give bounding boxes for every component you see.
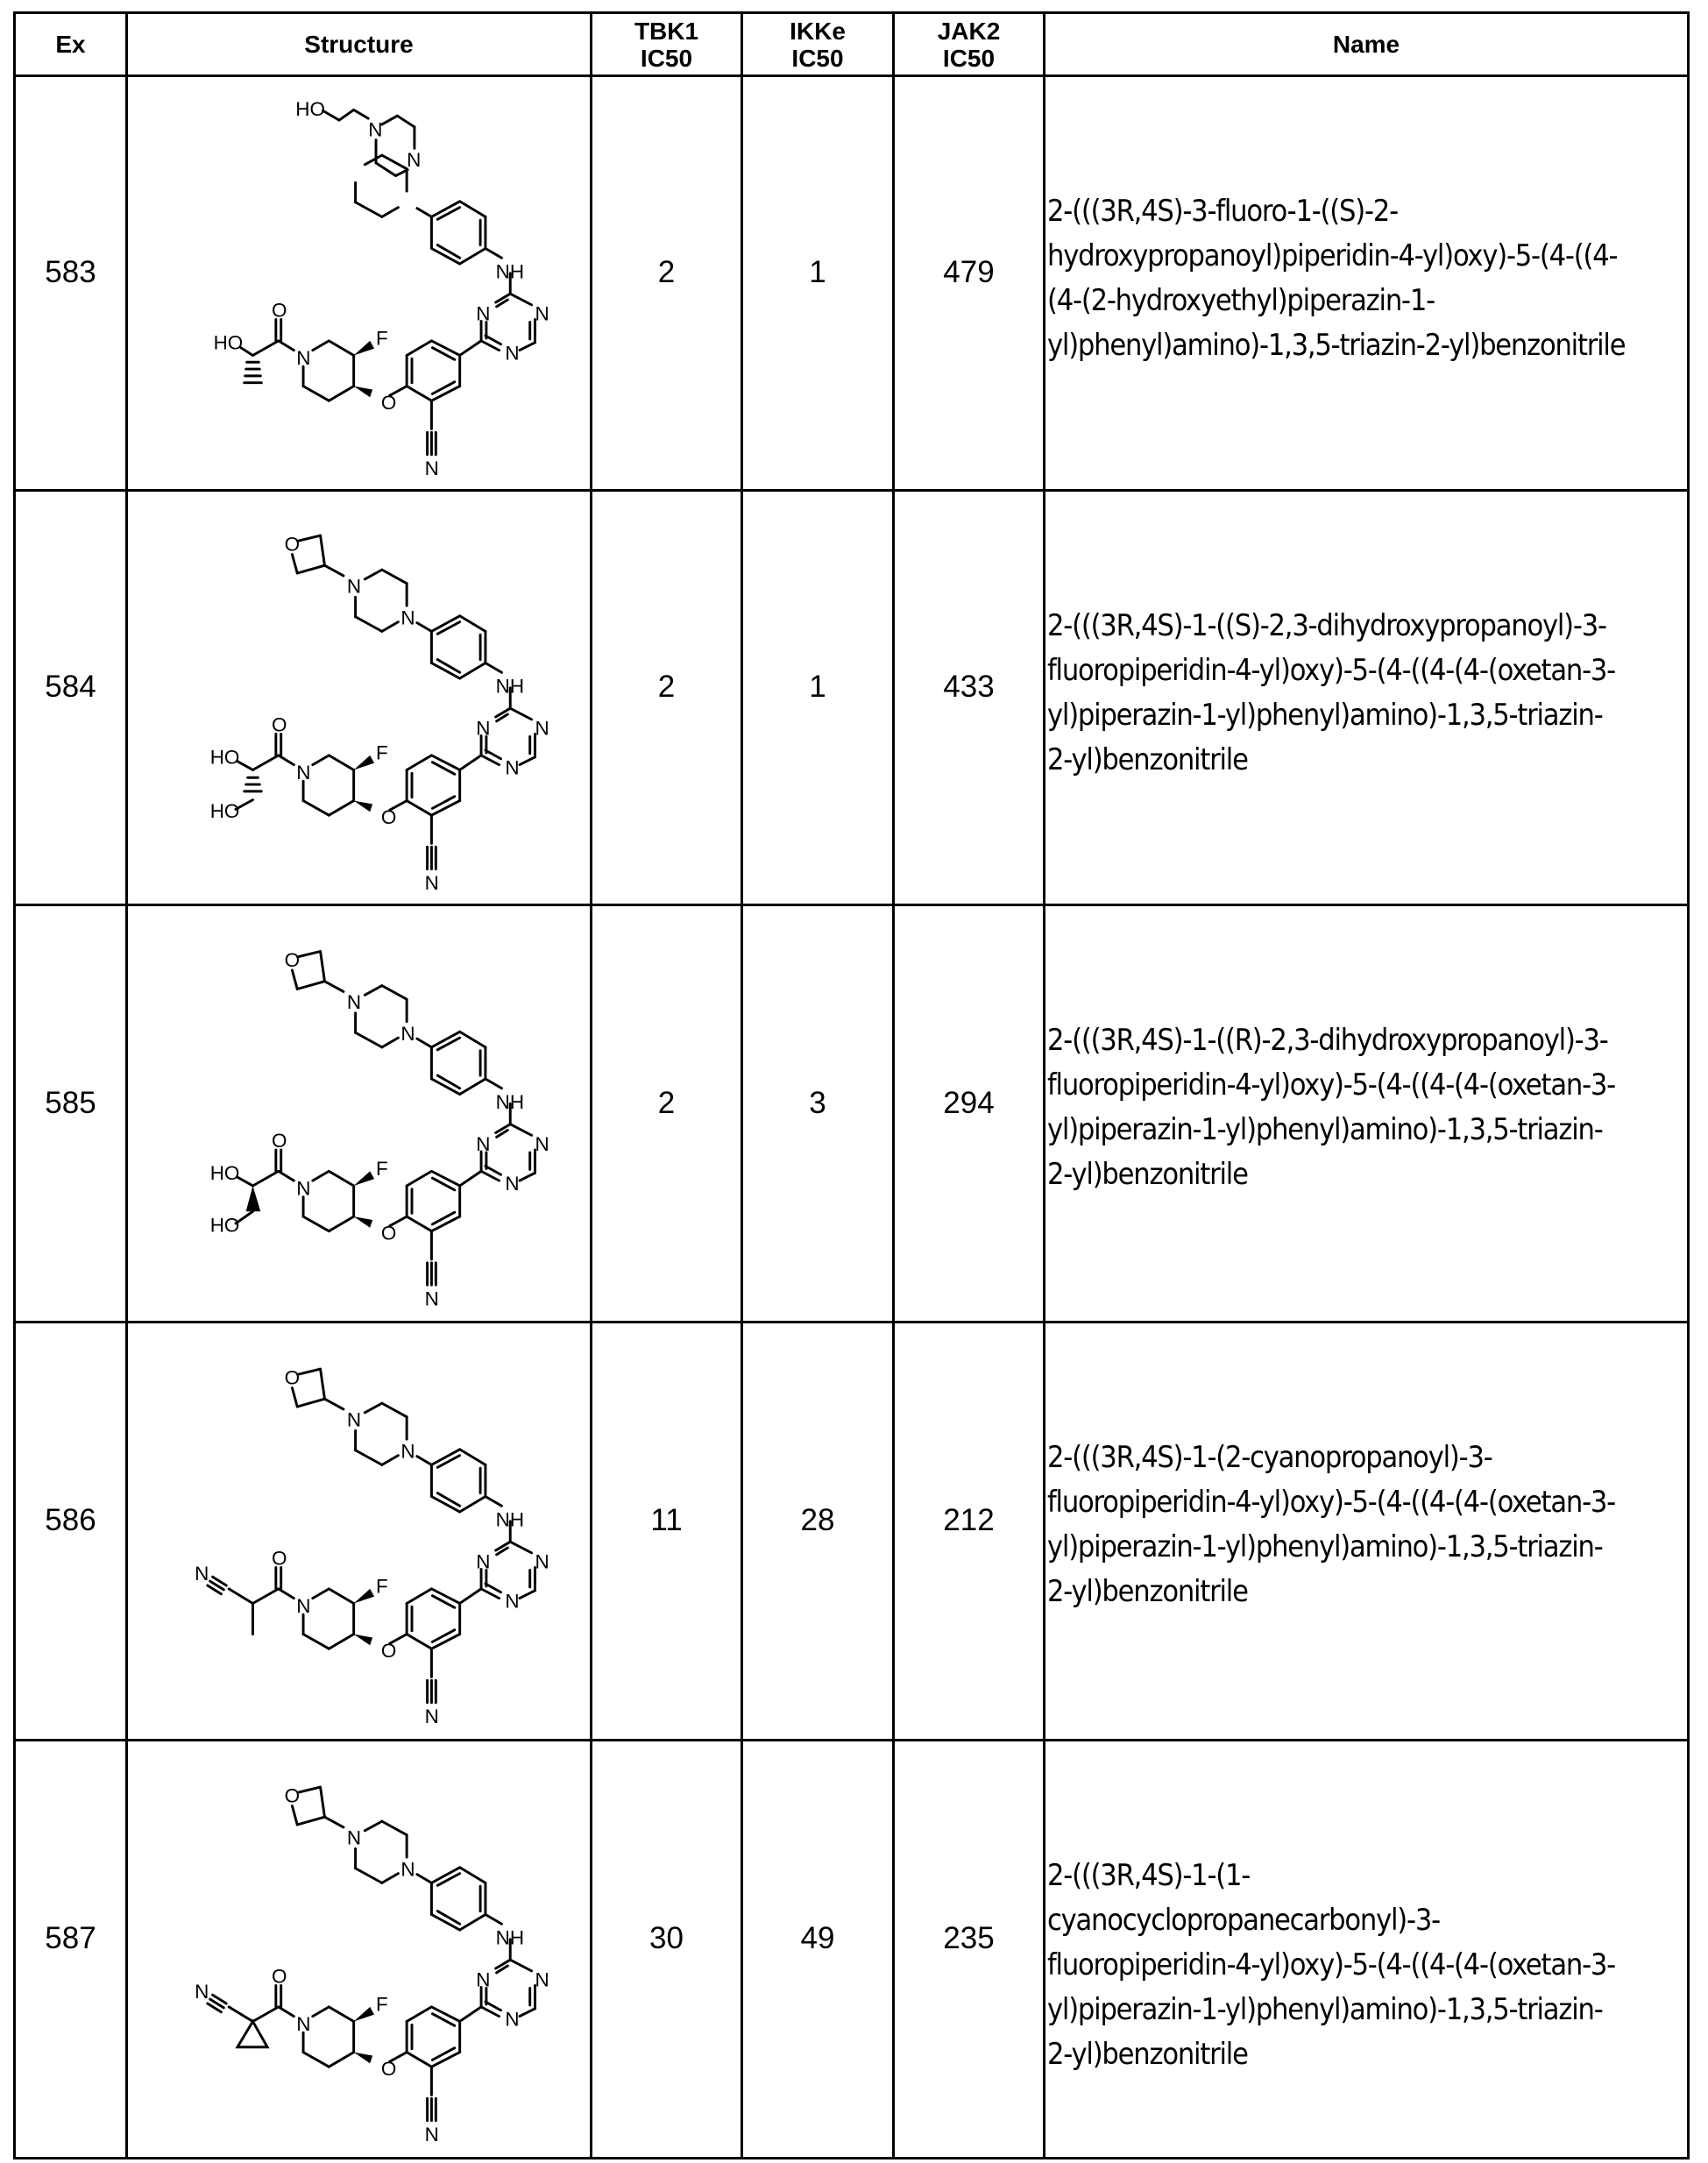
header-tbk1-ic50: TBK1 IC50 — [592, 13, 742, 76]
svg-text:N: N — [505, 1590, 520, 1613]
svg-text:N: N — [195, 1563, 209, 1585]
svg-text:O: O — [380, 1222, 397, 1245]
svg-text:O: O — [271, 1130, 287, 1152]
svg-text:NH: NH — [495, 1091, 525, 1114]
chemical-structure-image — [128, 906, 590, 1321]
table-row — [15, 491, 1689, 905]
data-table — [13, 11, 1690, 2159]
svg-text:N: N — [296, 762, 311, 784]
svg-text:O: O — [380, 2057, 397, 2080]
svg-text:O: O — [284, 1366, 301, 1389]
tbk1-ic50-cell: 2 — [592, 76, 742, 491]
svg-text:O: O — [380, 1639, 397, 1662]
svg-text:NH: NH — [495, 1508, 525, 1531]
svg-text:N: N — [368, 118, 383, 141]
svg-text:NH: NH — [495, 1926, 525, 1949]
svg-text:N: N — [296, 2013, 311, 2036]
svg-text:HO: HO — [209, 1214, 240, 1237]
table-row — [15, 1323, 1689, 1741]
svg-text:N: N — [407, 148, 422, 171]
svg-text:N: N — [476, 1968, 491, 1991]
chemical-structure-image — [128, 492, 590, 904]
ikke-ic50-cell: 28 — [742, 1323, 894, 1741]
svg-text:N: N — [400, 1858, 415, 1881]
tbk1-ic50-cell: 11 — [592, 1323, 742, 1741]
jak2-ic50-cell: 294 — [894, 905, 1045, 1323]
ikke-ic50-cell: 1 — [742, 76, 894, 491]
svg-text:N: N — [476, 1132, 491, 1155]
svg-text:NH: NH — [495, 675, 525, 698]
jak2-ic50-cell: 212 — [894, 1323, 1045, 1741]
svg-text:HO: HO — [213, 331, 244, 354]
table-row — [15, 76, 1689, 491]
svg-text:N: N — [195, 1981, 209, 2003]
svg-text:O: O — [380, 391, 397, 414]
svg-text:O: O — [284, 949, 301, 972]
header-ikke-ic50: IKKe IC50 — [742, 13, 894, 76]
svg-text:O: O — [284, 533, 301, 556]
header-structure: Structure — [127, 13, 592, 76]
svg-text:N: N — [505, 342, 520, 365]
svg-text:N: N — [346, 1826, 362, 1849]
svg-text:NH: NH — [495, 260, 525, 283]
tbk1-ic50-cell: 2 — [592, 905, 742, 1323]
svg-text:F: F — [376, 1575, 388, 1598]
svg-text:N: N — [535, 1132, 549, 1155]
svg-text:F: F — [376, 741, 388, 764]
svg-text:HO: HO — [295, 98, 325, 121]
svg-text:N: N — [296, 1595, 311, 1618]
svg-text:O: O — [271, 713, 287, 736]
svg-text:O: O — [284, 1784, 301, 1807]
svg-text:O: O — [271, 1965, 287, 1988]
svg-text:N: N — [505, 2008, 520, 2031]
name-cell: 2-(((3R,4S)-1-((R)-2,3-dihydroxypropanoyl)-3-fluoropiperidin-4-yl)oxy)-5-(4-((4-(4-(oxetan-3-yl)piperazin-1-yl)phenyl)amino)-1,3,5-triazin-2-yl)benzonitrile — [1045, 905, 1689, 1323]
jak2-ic50-cell: 479 — [894, 76, 1045, 491]
svg-text:N: N — [346, 1408, 362, 1431]
svg-text:O: O — [380, 805, 397, 828]
svg-text:N: N — [505, 1172, 520, 1195]
table-row — [15, 1741, 1689, 2159]
svg-text:HO: HO — [209, 1162, 240, 1185]
ex-cell: 585 — [15, 905, 127, 1323]
svg-text:N: N — [535, 717, 549, 740]
ikke-ic50-cell: 49 — [742, 1741, 894, 2159]
name-cell: 2-(((3R,4S)-3-fluoro-1-((S)-2-hydroxypropanoyl)piperidin-4-yl)oxy)-5-(4-((4-(4-(2-hydroxyethyl)piperazin-1-yl)phenyl)amino)-1,3,5-triazin-2-yl)benzonitrile — [1045, 76, 1689, 491]
svg-text:N: N — [424, 1287, 439, 1310]
svg-text:F: F — [376, 327, 388, 350]
chemical-structure-image — [128, 77, 590, 489]
structure-cell — [127, 491, 592, 905]
ikke-ic50-cell: 1 — [742, 491, 894, 905]
svg-text:N: N — [346, 990, 362, 1013]
svg-text:N: N — [424, 1706, 439, 1728]
svg-text:N: N — [400, 1023, 415, 1046]
structure-cell — [127, 1323, 592, 1741]
svg-text:N: N — [296, 1177, 311, 1200]
header-ex: Ex — [15, 13, 127, 76]
svg-text:F: F — [376, 1158, 388, 1181]
svg-text:F: F — [376, 1993, 388, 2016]
header-row — [15, 13, 1689, 76]
svg-text:HO: HO — [209, 746, 240, 769]
svg-text:N: N — [535, 1968, 549, 1991]
name-cell: 2-(((3R,4S)-1-(1-cyanocyclopropanecarbonyl)-3-fluoropiperidin-4-yl)oxy)-5-(4-((4-(4-(oxetan-3-yl)piperazin-1-yl)phenyl)amino)-1,3,5-triazin-2-yl)benzonitrile — [1045, 1741, 1689, 2159]
jak2-ic50-cell: 433 — [894, 491, 1045, 905]
table-row — [15, 905, 1689, 1323]
svg-text:O: O — [271, 299, 287, 322]
ex-cell: 583 — [15, 76, 127, 491]
svg-text:N: N — [346, 575, 362, 598]
ikke-ic50-cell: 3 — [742, 905, 894, 1323]
svg-text:N: N — [476, 717, 491, 740]
svg-text:N: N — [424, 872, 439, 895]
svg-text:N: N — [424, 2124, 439, 2146]
ex-cell: 587 — [15, 1741, 127, 2159]
structure-cell — [127, 1741, 592, 2159]
header-jak2-ic50: JAK2 IC50 — [894, 13, 1045, 76]
svg-text:N: N — [535, 302, 549, 325]
name-cell: 2-(((3R,4S)-1-((S)-2,3-dihydroxypropanoyl)-3-fluoropiperidin-4-yl)oxy)-5-(4-((4-(4-(oxetan-3-yl)piperazin-1-yl)phenyl)amino)-1,3,5-triazin-2-yl)benzonitrile — [1045, 491, 1689, 905]
ex-cell: 584 — [15, 491, 127, 905]
svg-text:N: N — [476, 1550, 491, 1573]
svg-text:N: N — [400, 606, 415, 629]
header-name: Name — [1045, 13, 1689, 76]
structure-cell — [127, 905, 592, 1323]
structure-cell — [127, 76, 592, 491]
svg-text:N: N — [400, 1440, 415, 1463]
jak2-ic50-cell: 235 — [894, 1741, 1045, 2159]
chemical-structure-image — [128, 1741, 590, 2157]
svg-text:N: N — [476, 302, 491, 325]
svg-text:HO: HO — [209, 800, 240, 823]
chemical-structure-image — [128, 1323, 590, 1739]
svg-text:N: N — [296, 347, 311, 370]
svg-text:N: N — [424, 457, 439, 480]
tbk1-ic50-cell: 30 — [592, 1741, 742, 2159]
svg-text:O: O — [271, 1547, 287, 1570]
name-cell: 2-(((3R,4S)-1-(2-cyanopropanoyl)-3-fluoropiperidin-4-yl)oxy)-5-(4-((4-(4-(oxetan-3-yl)piperazin-1-yl)phenyl)amino)-1,3,5-triazin-2-yl)benzonitrile — [1045, 1323, 1689, 1741]
ex-cell: 586 — [15, 1323, 127, 1741]
svg-text:N: N — [535, 1550, 549, 1573]
tbk1-ic50-cell: 2 — [592, 491, 742, 905]
svg-text:N: N — [505, 756, 520, 779]
